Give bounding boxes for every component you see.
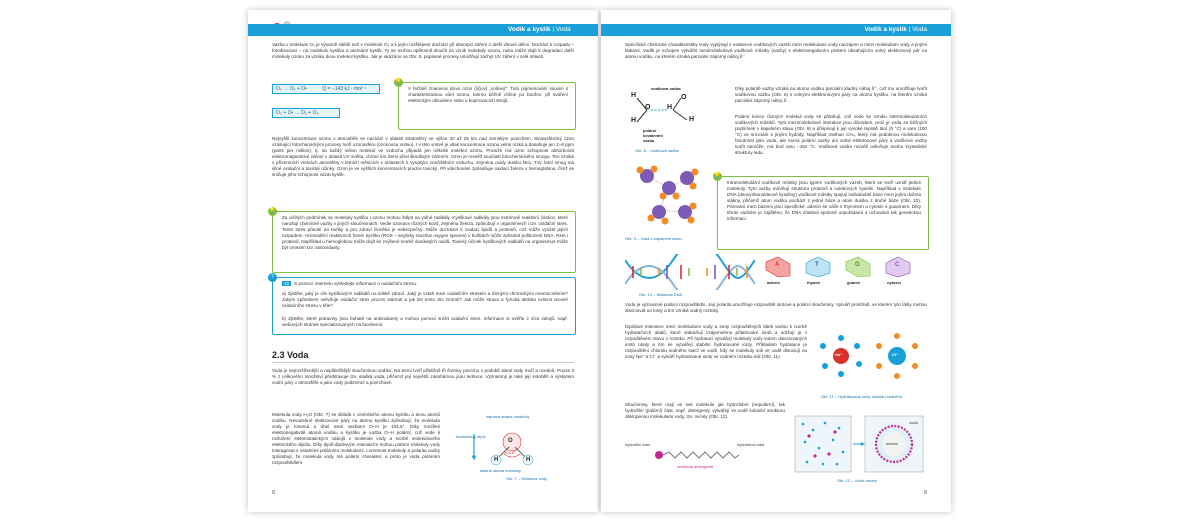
water-neg-label: zápomá strana molekuly [486,414,530,419]
lightbulb-icon: 💡 [394,79,403,85]
fig12-water-label: voda [909,420,918,425]
fig12-micelle-label: micela [886,441,898,446]
water-h-atom-right: H [526,457,531,463]
fig8-h4: H [689,116,695,123]
fig8-o1: O [645,104,651,111]
task-a: a) Zjistěte, jaký je vliv kyslíkových radikálů na lidské zdraví. Jaký je vztah mezi oxidačním stresem a různými chronickými onemocněními? Jakým způsobem ovlivňuje oxidační stres proces stárnutí a jak lze tento vliv zmírnit? Jak může strava a fyzická aktivita ovlivnit úroveň oxidačního stresu v těle? [282,291,568,308]
base-cytosin-label: cytosin [887,280,902,285]
section-title [272,350,308,360]
fig12-molecule-label: molekula detergentu [677,464,714,469]
liquid-water-figure [629,160,703,232]
lightbulb-icon: 💡 [713,173,722,179]
base-adenin-label: adenin [767,280,780,285]
header-title-left-bold: Vodík a kyslík [508,26,551,33]
paragraph-water-molecule: Molekula vody H₂O (Obr. 7) se skládá z centrálního atomu kyslíku a dvou atomů vodíku. Nevazebné elektronové páry na atomu kyslíku způsobují, že molekula vody je lomená a úhel mezi vazbami O–H je 104,5°. Díky rozdílné elektronegativitě atomů vodíku a kyslíku je vazba O–H polární, což vede k rozložení elektrostatických nábojů v molekule vody a tvorbě molekulového elektrického dipólu. Díky dipól-dipólovým interakcím mohou polární molekuly vody interagovat s ostatními polárními molekulami. Lomenost molekuly a polarita vazby způsobují, že molekula vody má polární charakter, a proto je voda polárním rozpouštědlem. [272,412,440,465]
fig8-h3: H [667,104,673,111]
section-divider [272,362,574,363]
base-guanin [845,256,871,286]
base-guanin-letter: G [855,262,860,268]
fig12-caption: Obr. 12 – Vznik micely [837,478,877,483]
hydrated-ions-figure [813,326,925,386]
base-thymin-label: thymin [807,280,821,285]
fig9-caption: Obr. 9 – Voda v kapalném stavu [625,236,682,241]
page-number-right: 9 [923,490,927,496]
base-thymin [805,256,831,286]
formula-photodissociation [272,84,380,94]
base-cytosin-letter: C [895,262,900,268]
paragraph-hydration: Dipólové interakce mezi molekulami vody a ionty rozpouštěných látek vedou k tvorbě hydratačních obalů, které zabraňují vzájemnému přitahování iontů a udržují je v rozpuštěném stavu v roztoku. Při hydrataci vytvářejí molekuly vody kolem disociovaných iontů obaly a tím se vytvářejí stabilní hydratované ionty. Příkladem hydratace je rozpouštění chloridu sodného NaCl ve vodě, kdy se molekuly soli ve vodě disociují na ionty Na⁺ a Cl⁻ a vytváří hydratované ionty ve vodném roztoku soli (Obr. 11). [625,324,807,359]
header-title-left-sep: | [550,26,556,33]
header-title-left-light: Voda [555,26,571,33]
fig12-hydrophobic-label: hydrofobní část [737,442,765,447]
base-adenin-letter: A [775,262,780,268]
base-thymin-letter: T [815,262,819,268]
task-number: 10 [284,281,290,286]
paragraph-intermolecular: Polární konce různých molekul vody se přitahují, což vede ke vzniku intermolekulárních vodíkových můstků. Tyto mezimolekulové interakce jsou důvodem, proč je voda za běžných podmínek v kapalném stavu (Obr. 9) a přispívají k její vysoké teplotě tání (0 °C) a varu (100 °C) ve srovnání s jinými hydridy. Například methan CH₄, který má podobnou molekulovou hmotnost jako voda, ale nemá polární vazby ani volné elektronové páry a vodíkové vazby tvořit nemůže, má bod varu −162 °C. Vodíková vazba rovněž ovlivňuje tvorbu krystalické struktury ledu. [735,114,927,155]
formula-energy: Q = −143 kJ · mol⁻¹ [322,86,367,92]
task-heading: S pomocí internetu vyhledejte informace o oxidačním stresu. [294,281,418,286]
header-title-light: Voda [912,26,927,33]
fig10-caption: Obr. 10 – Molekula DNA [639,292,683,297]
header-title-bold: Vodík a kyslík [864,26,907,33]
lightbulb-icon: 💡 [268,208,277,214]
paragraph-micelles: Sloučeniny, které mají ve své molekule jak hydrofobní (nepolární), tak hydrofilní (polární) část, např. detergenty, vytvářejí ve vodě koloidní strukturu obklopenou molekulami vody, tzv. micely (Obr. 12). [625,402,785,419]
formula-reaction: O₃ → O₂ + O• [276,86,307,92]
header-title [864,24,927,36]
fig8-bond-label: vodíková vazba [651,86,681,91]
paragraph-hydrogen-bonds: Specifické chemické charakteristiky vody vyplývají z existence vodíkových vazeb mezi molekulami vody navzájem a mezi molekulami vody a jinými látkami. Vodík je schopen vytvářet mezimolekulové vodíkové můstky (vazby) s elektronegativním prvkem obsahujícím volný elektronový pár na atomu vodíku, na kterém vzniká parciální záporný náboj δ⁻. [625,42,927,59]
fig11-caption: Obr. 11 – Hydratované ionty chloridu sodného [821,394,903,399]
fig7-caption: Obr. 7 – Molekula vody [506,476,547,481]
page-number-left: 8 [272,490,276,496]
fig8-o2: O [681,94,687,101]
paragraph-water: Voda je nejrozšířenější a nejdůležitější sloučeninou vodíku. Na Zemi tvoří přibližně tři čtvrtiny povrchu v podobě slané vody moří a oceánů. Pouze 3 % z celkového množství představuje tzv. sladká voda, přičemž její největší zásobárnou jsou ledovce. Významný je také její koloběh a výskytem vodní páry v atmosféře a jako vody podzemní a povrchové. [272,368,574,385]
water-molecule-figure [454,414,574,476]
detergent-molecule-figure [625,448,785,462]
paragraph-stratosphere: Nejvyšší koncentrace ozonu v atmosféře se nachází v oblasti stratosféry ve výšce 20 až 25 km nad zemským povrchem. Stratosférický ozon vznikající fotochemickými procesy tvoří ozonosféru (ozonovou vrstvu). I v této vrstvě je však koncentrace ozonu velmi nízká a dosahuje jen 2–8 ppm (parts per million), tj. na každý milion molekul ve vzduchu připadá jen několik molekul ozonu. Protože má ozon schopnost absorbovat elektromagnetické záření v oblasti UV světla, chrání tím Zemi před škodlivým zářením. Ozon je rovněž součástí fotochemického smogu. Ten vzniká v přízemních vrstvách atmosféry v letních měsících v oblastech s vysokým znečištěním vzduchu, zejména oxidy dusíku NOₓ. Tzv. letní smog má silné oxidační a toxické účinky. Ozon je ve vyšších koncentracích prudce toxický. Při vdechování způsobuje oxidaci železa v hemoglobinu, čímž se snižuje jeho schopnost vázat kyslík. [272,136,574,177]
fig8-h2: H [631,117,637,124]
water-angle-label: 104,5° [504,450,516,455]
fig12-hydrophilic-label: hydrofilní část [625,442,650,447]
water-dipole-label: molekulový dipól [456,434,486,439]
section-heading: 2.3 Voda [272,350,309,360]
water-o-atom: O [508,438,513,444]
right-page [601,10,951,512]
fig8-h1: H [631,92,637,99]
note-intramolecular-text: Intramolekulární vodíkové můstky jsou typem vodíkových vazeb, které se tvoří uvnitř jediné molekuly. Tyto vazby ovlivňují strukturu proteinů a nukleových kyselin. Například v molekule DNA (deoxyribonukleové kyseliny) vodíkové můstky spojují individuální báze mezi jejími dvěma vlákny, přičemž atom vodíku pochází z jedné báze a atom dusíku z druhé báze (Obr. 10). Párování mezi bázemi jsou specifické: adenin se váže s thyminem a cytosin s guaninem. Díky těmto vazbám je zajištěno, že DNA zůstává správně uspořádaná a uchovává tak genetickou informaci. [727,180,921,221]
ion-na-label: Na⁺ [835,352,843,357]
task-b: b) Zjistěte, které potraviny jsou bohaté na antioxidanty a mohou pomoci snížit oxidační stres. Informace si ověřte z více zdrojů, např. webových stránek specializovaných na biochemii. [282,316,568,327]
ion-cl-label: Cl⁻ [892,352,899,357]
paragraph-ozone: Vazba v molekule O₃ je výrazně slabší než v molekule O₂ a k jejím rozštěpení dochází při absorpci záření o delší vlnové délce. Dochází k rozpadu – fotodisociaci – na molekulu kyslíku a atomární kyslík. Ty se mohou opětovně sloučit na vznik molekuly ozonu, nebo může dojít k degradaci další molekuly ozonu za vzniku dvou molekul kyslíku. Jak je ukázáno na Obr. 5, popsané procesy umožňují záchyt UV záření v celé oblasti. [272,42,574,59]
note-radicals-text: Za určitých podmínek se molekuly kyslíku i ozonu mohou štěpit na volné radikály. Kyslíkové radikály jsou extrémně reaktivní částice, které narušují chemické vazby v jiných sloučeninách. Vedle ozonace různých kovů, zejména železa, způsobují v organismech i tzv. oxidační stres. Tento stres působí na buňky a pro zdraví člověka je nebezpečný. Může docházet k oxidaci lipidů a proteinů, což může vyústit jejich rozpadem. Hromadění reaktivních forem kyslíku (ROS – anglicky reactive oxygen species) v buňkách může způsobit poškození DNA, RNA i proteinů. Například u hemoglobinu může dojít ke zvýšené tvorbě dusíkatých oxidů. Toxický účinek kyslíkových radikálů na organismus může být omezen tzv. antioxidanty. [282,215,568,250]
formula-recombination: O₃ + O• → O₂ + O₂ [272,108,340,118]
header-title-sep: | [906,26,913,33]
micelle-figure [793,414,925,476]
task-icon: ? [268,273,277,282]
paragraph-polarity: Díky polaritě vazby vzniká na atomu vodíku parciální kladný náboj δ⁺, což mu umožňuje tvořit vodíkovou vazbu (Obr. 8) s volnými elektronovými páry na atomu kyslíku, na kterém vzniká parciální záporný náboj δ⁻. [735,86,927,103]
base-cytosin [885,256,911,286]
base-guanin-label: guanin [847,280,861,285]
header-title-left [508,24,571,36]
fig8-caption: Obr. 8 – Vodíková vazba [635,148,679,153]
fig8-polar-label: polární kovalentní vazba [643,128,663,143]
base-adenin [765,256,791,286]
water-h-atom-left: H [494,457,499,463]
task-head [282,281,562,288]
paragraph-solvent: Voda je významné polární rozpouštědlo. Její polarita umožňuje rozpouštět iontové a polární sloučeniny. Vytváří prostředí, ve kterém tyto látky mohou disociovat na ionty a tím vzniká vodný roztoky. [625,302,927,313]
note-ozone-text: V řečtině znamená slovo ozon (ὄζων) „voňavý". Tuto pojmenování souvisí s charakteristickou vůní ozonu, kterou běžně cítíme po bouřce, při sváření elektrickým obloukem nebo u kopírovacích strojů. [408,86,568,103]
left-page [248,10,598,512]
water-pos-label: kladná strana molekuly [480,468,521,473]
dna-helix-figure [625,254,755,290]
